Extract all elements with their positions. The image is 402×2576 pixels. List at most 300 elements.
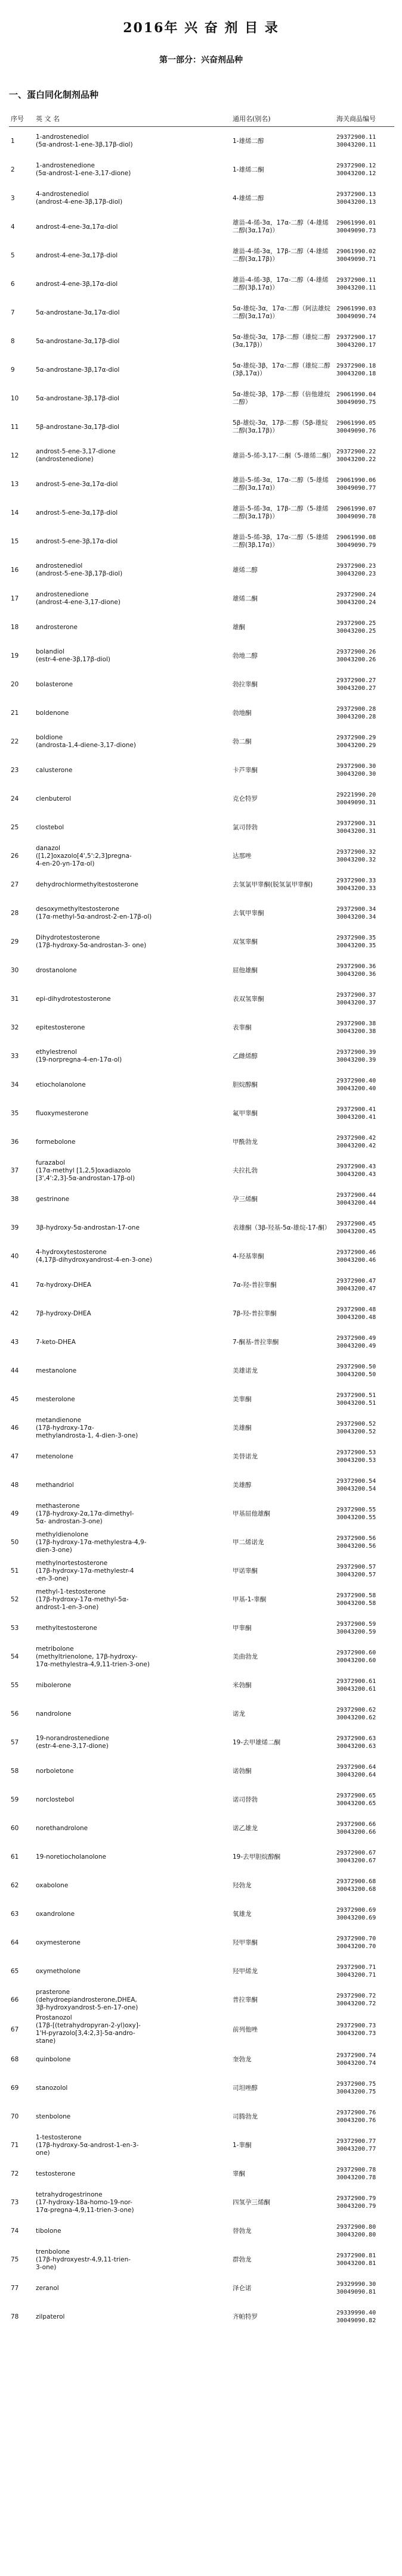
english-name-line: (5α-androst-1-ene-3β,17β-diol) bbox=[36, 141, 133, 148]
table-row bbox=[9, 1671, 394, 1700]
customs-code-line: 30049090.31 bbox=[336, 799, 376, 806]
chinese-name-cell: 5α-雄烷-3β，17β-二醇（倍他雄烷二醇） bbox=[233, 391, 330, 406]
english-name-cell bbox=[34, 470, 231, 499]
english-name-cell bbox=[34, 2188, 231, 2217]
english-name-line: 3β-hydroxy-5α-androstan-17-one bbox=[36, 1224, 140, 1231]
customs-code-line: 29372900.76 bbox=[336, 2110, 376, 2116]
table-row bbox=[9, 441, 394, 470]
customs-code-cell bbox=[335, 1071, 394, 1099]
chinese-name-cell: 米勃酮 bbox=[233, 1681, 252, 1689]
row-number: 56 bbox=[11, 1710, 19, 1718]
english-name-cell bbox=[34, 1785, 231, 1814]
row-number: 69 bbox=[11, 2084, 19, 2092]
customs-code-line: 30043200.67 bbox=[336, 1858, 376, 1864]
english-name-line: 17α-methylestra-4,9,11-trien-3-one) bbox=[36, 1660, 150, 1668]
customs-code-cell bbox=[335, 2074, 394, 2102]
customs-code-cell bbox=[335, 613, 394, 642]
row-number: 60 bbox=[11, 1824, 19, 1832]
customs-code-line: 30043200.44 bbox=[336, 1200, 376, 1206]
customs-code-cell bbox=[335, 928, 394, 956]
customs-code-line: 30043200.61 bbox=[336, 1686, 376, 1693]
table-row bbox=[9, 642, 394, 670]
english-name-line: oxymetholone bbox=[36, 1967, 81, 1975]
chinese-name-cell: 5α-雄烷-3α，17β-二醇（雄烷二醇(3α,17β)） bbox=[233, 334, 330, 349]
chinese-name-cell: 克仑特罗 bbox=[233, 795, 258, 802]
customs-code-cell bbox=[335, 1957, 394, 1986]
customs-code-line: 29372900.60 bbox=[336, 1650, 376, 1656]
table-row bbox=[9, 2074, 394, 2102]
row-number: 7 bbox=[11, 309, 15, 316]
customs-code-line: 30043200.22 bbox=[336, 456, 376, 463]
customs-code-cell bbox=[335, 2160, 394, 2188]
table-row bbox=[9, 499, 394, 527]
customs-code-line: 29372900.55 bbox=[336, 1507, 376, 1513]
header-customs-code: 海关商品编号 bbox=[335, 112, 394, 127]
english-name-cell bbox=[34, 527, 231, 556]
table-row bbox=[9, 184, 394, 213]
row-number: 5 bbox=[11, 251, 15, 259]
customs-code-line: 30043200.60 bbox=[336, 1657, 376, 1664]
english-name-cell bbox=[34, 928, 231, 956]
table-row bbox=[9, 1185, 394, 1214]
english-name-cell bbox=[34, 1557, 231, 1585]
table-row bbox=[9, 1414, 394, 1442]
table-row bbox=[9, 842, 394, 870]
row-number: 27 bbox=[11, 881, 19, 888]
row-number: 63 bbox=[11, 1910, 19, 1918]
customs-code-cell bbox=[335, 1471, 394, 1499]
english-name-cell bbox=[34, 1185, 231, 1214]
customs-code-line: 30049090.75 bbox=[336, 399, 376, 406]
row-number: 55 bbox=[11, 1681, 19, 1689]
customs-code-line: 29372900.53 bbox=[336, 1449, 376, 1456]
customs-code-line: 29372900.34 bbox=[336, 906, 376, 913]
chinese-name-cell: 甲基-1-睾酮 bbox=[233, 1595, 267, 1603]
row-number: 3 bbox=[11, 194, 15, 202]
table-row bbox=[9, 1299, 394, 1328]
english-name-line: 5α-androstane-3α,17β-diol bbox=[36, 337, 120, 345]
chinese-name-cell: 雄甾-5-烯-3β，17α-二醇（5-雄烯二醇(3β,17α)） bbox=[233, 534, 329, 549]
customs-code-line: 29372900.38 bbox=[336, 1021, 376, 1027]
english-name-line: methylnortestosterone bbox=[36, 1559, 108, 1567]
english-name-cell bbox=[34, 1271, 231, 1299]
english-name-line: (17β-hydroxy-17α-methylestr-4 bbox=[36, 1567, 134, 1575]
customs-code-cell bbox=[335, 1099, 394, 1128]
chinese-name-cell: 诺乙雄龙 bbox=[233, 1824, 258, 1832]
customs-code-line: 30043200.54 bbox=[336, 1486, 376, 1492]
customs-code-line: 29372900.57 bbox=[336, 1564, 376, 1570]
english-name-line: (estr-4-ene-3,17-dione) bbox=[36, 1743, 109, 1750]
customs-code-cell bbox=[335, 670, 394, 699]
customs-code-cell bbox=[335, 2245, 394, 2274]
row-number: 34 bbox=[11, 1081, 19, 1088]
english-name-line: androstenedione bbox=[36, 591, 89, 598]
row-number: 39 bbox=[11, 1224, 19, 1231]
customs-code-line: 29372900.70 bbox=[336, 1936, 376, 1942]
customs-code-line: 30043200.71 bbox=[336, 1972, 376, 1978]
english-name-cell bbox=[34, 2303, 231, 2331]
row-number: 62 bbox=[11, 1881, 19, 1889]
customs-code-cell bbox=[335, 1900, 394, 1928]
customs-code-line: 30043200.68 bbox=[336, 1886, 376, 1893]
english-name-cell bbox=[34, 756, 231, 785]
row-number: 36 bbox=[11, 1138, 19, 1146]
customs-code-cell bbox=[335, 1785, 394, 1814]
part-subtitle: 第一部分：兴奋剂品种 bbox=[159, 55, 243, 65]
english-name-line: (17β-hydroxy-2α,17α-dimethyl- bbox=[36, 1510, 134, 1517]
english-name-cell bbox=[34, 1843, 231, 1871]
english-name-line: testosterone bbox=[36, 2170, 76, 2177]
customs-code-line: 30043200.51 bbox=[336, 1400, 376, 1407]
customs-code-line: 29372900.43 bbox=[336, 1163, 376, 1170]
chinese-name-cell: 前列他唑 bbox=[233, 2026, 258, 2033]
table-row bbox=[9, 899, 394, 928]
english-name-line: methyldienolone bbox=[36, 1530, 89, 1538]
customs-code-cell bbox=[335, 1671, 394, 1700]
customs-code-line: 30043200.29 bbox=[336, 742, 376, 749]
customs-code-line: 30043200.41 bbox=[336, 1114, 376, 1121]
customs-code-line: 29372900.45 bbox=[336, 1221, 376, 1227]
row-number: 46 bbox=[11, 1424, 19, 1432]
table-row bbox=[9, 727, 394, 756]
customs-code-line: 30043200.11 bbox=[336, 285, 376, 291]
customs-code-line: 30043200.18 bbox=[336, 371, 376, 377]
english-name-line: (4,17β-dihydroxyandrost-4-en-3-one) bbox=[36, 1256, 153, 1264]
english-name-line: oxandrolone bbox=[36, 1910, 75, 1918]
customs-code-line: 29372900.52 bbox=[336, 1421, 376, 1427]
table-row bbox=[9, 813, 394, 842]
customs-code-line: 29372900.65 bbox=[336, 1793, 376, 1799]
table-row bbox=[9, 1071, 394, 1099]
english-name-line: dehydrochlormethyltestosterone bbox=[36, 881, 138, 888]
customs-code-line: 30043200.56 bbox=[336, 1543, 376, 1550]
customs-code-line: 30049090.76 bbox=[336, 428, 376, 434]
customs-code-cell bbox=[335, 1156, 394, 1185]
customs-code-cell bbox=[335, 1614, 394, 1642]
english-name-line: (19-norpregna-4-en-17α-ol) bbox=[36, 1056, 122, 1063]
english-name-line: epitestosterone bbox=[36, 1023, 85, 1031]
chinese-name-cell: 5β-雄烷-3α，17β-二醇（5β-雄烷二醇(3α,17β)） bbox=[233, 419, 328, 434]
customs-code-line: 30043200.43 bbox=[336, 1171, 376, 1178]
customs-code-line: 30043200.66 bbox=[336, 1829, 376, 1835]
customs-code-line: 29061990.06 bbox=[336, 477, 376, 484]
customs-code-line: 29372900.73 bbox=[336, 2023, 376, 2029]
chinese-name-cell: 普拉睾酮 bbox=[233, 1996, 258, 2003]
customs-code-line: 29061990.08 bbox=[336, 534, 376, 541]
chinese-name-cell: 卡芦睾酮 bbox=[233, 766, 258, 774]
customs-code-line: 30043200.45 bbox=[336, 1228, 376, 1235]
customs-code-line: 30043200.39 bbox=[336, 1057, 376, 1063]
customs-code-line: 30043200.28 bbox=[336, 714, 376, 720]
customs-code-line: 30043200.65 bbox=[336, 1800, 376, 1807]
row-number: 16 bbox=[11, 566, 19, 574]
customs-code-cell bbox=[335, 1528, 394, 1557]
chinese-name-cell: 孕三烯酮 bbox=[233, 1195, 258, 1203]
english-name-cell bbox=[34, 1585, 231, 1614]
row-number: 11 bbox=[11, 423, 19, 431]
customs-code-cell bbox=[335, 727, 394, 756]
english-name-line: androst-5-ene-3α,17α-diol bbox=[36, 480, 118, 488]
customs-code-cell bbox=[335, 1299, 394, 1328]
row-number: 78 bbox=[11, 2313, 19, 2320]
table-row bbox=[9, 270, 394, 298]
english-name-line: trenbolone bbox=[36, 2248, 70, 2255]
chinese-name-cell: 美曲勃龙 bbox=[233, 1653, 258, 1660]
row-number: 40 bbox=[11, 1252, 19, 1260]
table-row bbox=[9, 2014, 394, 2045]
customs-code-line: 29372900.67 bbox=[336, 1850, 376, 1856]
row-number: 32 bbox=[11, 1023, 19, 1031]
english-name-line: mibolerone bbox=[36, 1681, 72, 1689]
customs-code-line: 29372900.33 bbox=[336, 878, 376, 884]
chinese-name-cell: 齐帕特罗 bbox=[233, 2313, 258, 2320]
customs-code-line: 30049090.78 bbox=[336, 514, 376, 520]
english-name-line: drostanolone bbox=[36, 966, 77, 974]
header-chinese-name: 通用名(别名) bbox=[231, 112, 335, 127]
english-name-cell bbox=[34, 1614, 231, 1642]
table-row bbox=[9, 1700, 394, 1728]
customs-code-line: 29372900.46 bbox=[336, 1249, 376, 1256]
english-name-line: 1-androstenediol bbox=[36, 133, 89, 141]
customs-code-cell bbox=[335, 1414, 394, 1442]
row-number: 64 bbox=[11, 1939, 19, 1946]
customs-code-cell bbox=[335, 127, 394, 156]
row-number: 1 bbox=[11, 137, 15, 145]
customs-code-line: 29372900.44 bbox=[336, 1192, 376, 1199]
chinese-name-cell: 甲基屈他雄酮 bbox=[233, 1510, 270, 1517]
row-number: 13 bbox=[11, 480, 19, 488]
english-name-line: (17β-hydroxyestr-4,9,11-trien- bbox=[36, 2255, 131, 2263]
table-row bbox=[9, 2102, 394, 2131]
row-number: 45 bbox=[11, 1395, 19, 1403]
customs-code-line: 29372900.71 bbox=[336, 1964, 376, 1971]
customs-code-line: 29372900.54 bbox=[336, 1478, 376, 1485]
row-number: 25 bbox=[11, 823, 19, 831]
english-name-line: prasterone bbox=[36, 1988, 70, 1996]
row-number: 14 bbox=[11, 509, 19, 517]
customs-code-cell bbox=[335, 1271, 394, 1299]
customs-code-line: 30043200.76 bbox=[336, 2117, 376, 2124]
customs-code-cell bbox=[335, 1214, 394, 1242]
chinese-name-cell: 甲睾酮 bbox=[233, 1624, 252, 1632]
english-name-line: calusterone bbox=[36, 766, 73, 774]
customs-code-cell bbox=[335, 241, 394, 270]
chinese-name-cell: 美雄酮 bbox=[233, 1424, 252, 1432]
customs-code-line: 30043200.26 bbox=[336, 657, 376, 663]
english-name-line: mesterolone bbox=[36, 1395, 75, 1403]
table-row bbox=[9, 327, 394, 356]
row-number: 15 bbox=[11, 537, 19, 545]
customs-code-line: 29372900.64 bbox=[336, 1764, 376, 1771]
row-number: 35 bbox=[11, 1109, 19, 1117]
english-name-line: androst-4-ene-3α,17α-diol bbox=[36, 223, 118, 231]
row-number: 2 bbox=[11, 166, 15, 173]
english-name-line: androst-1-en-3-one) bbox=[36, 1603, 99, 1611]
english-name-cell bbox=[34, 184, 231, 213]
english-name-line: etiocholanolone bbox=[36, 1081, 86, 1088]
english-name-line: norboletone bbox=[36, 1767, 74, 1775]
customs-code-line: 29372900.79 bbox=[336, 2195, 376, 2202]
row-number: 67 bbox=[11, 2026, 19, 2033]
chinese-name-cell: 雄甾-5-烯-3,17-二酮（5-雄烯二酮） bbox=[233, 452, 335, 459]
customs-code-line: 29372900.48 bbox=[336, 1306, 376, 1313]
english-name-line: (17β-hydroxy-5α-androst-1-en-3- bbox=[36, 2141, 139, 2149]
customs-code-line: 29372900.29 bbox=[336, 735, 376, 741]
customs-code-line: 30043200.73 bbox=[336, 2030, 376, 2037]
table-row bbox=[9, 584, 394, 613]
customs-code-cell bbox=[335, 1442, 394, 1471]
customs-code-cell bbox=[335, 527, 394, 556]
customs-code-line: 30049090.73 bbox=[336, 228, 376, 234]
english-name-line: 3β-hydroxyandrost-5-en-17-one) bbox=[36, 2003, 138, 2011]
customs-code-line: 30043200.55 bbox=[336, 1514, 376, 1521]
english-name-cell bbox=[34, 1928, 231, 1957]
chinese-name-cell: 4-雄烯二醇 bbox=[233, 194, 264, 202]
customs-code-line: 29339990.40 bbox=[336, 2310, 376, 2316]
customs-code-cell bbox=[335, 899, 394, 928]
table-row bbox=[9, 1557, 394, 1585]
english-name-line: 19-noretiocholanolone bbox=[36, 1853, 106, 1861]
customs-code-line: 29372900.61 bbox=[336, 1678, 376, 1685]
table-row bbox=[9, 928, 394, 956]
customs-code-line: 29372900.26 bbox=[336, 649, 376, 655]
customs-code-line: 29372900.12 bbox=[336, 163, 376, 169]
english-name-cell bbox=[34, 985, 231, 1013]
english-name-cell bbox=[34, 2245, 231, 2274]
english-name-cell bbox=[34, 356, 231, 384]
row-number: 37 bbox=[11, 1166, 19, 1174]
english-name-cell bbox=[34, 1242, 231, 1271]
english-name-cell bbox=[34, 413, 231, 441]
customs-code-cell bbox=[335, 842, 394, 870]
english-name-cell bbox=[34, 241, 231, 270]
row-number: 26 bbox=[11, 852, 19, 860]
customs-code-cell bbox=[335, 2131, 394, 2160]
chinese-name-cell: 甲酰勃龙 bbox=[233, 1138, 258, 1146]
customs-code-line: 29372900.50 bbox=[336, 1364, 376, 1370]
table-row bbox=[9, 670, 394, 699]
customs-code-line: 29372900.62 bbox=[336, 1707, 376, 1713]
customs-code-line: 30043200.50 bbox=[336, 1371, 376, 1378]
customs-code-cell bbox=[335, 2102, 394, 2131]
customs-code-line: 29372900.58 bbox=[336, 1592, 376, 1599]
english-name-line: androst-4-ene-3α,17β-diol bbox=[36, 251, 118, 259]
english-name-line: 5α-androstane-3α,17α-diol bbox=[36, 309, 120, 316]
customs-code-line: 30043200.72 bbox=[336, 2001, 376, 2007]
customs-code-line: 29372900.69 bbox=[336, 1907, 376, 1914]
customs-code-line: 29372900.13 bbox=[336, 191, 376, 198]
row-number: 71 bbox=[11, 2141, 19, 2149]
english-name-line: desoxymethyltestosterone bbox=[36, 906, 119, 913]
english-name-cell bbox=[34, 1128, 231, 1156]
row-number: 61 bbox=[11, 1853, 19, 1861]
customs-code-cell bbox=[335, 384, 394, 413]
table-row bbox=[9, 1814, 394, 1843]
customs-code-line: 29372900.39 bbox=[336, 1049, 376, 1056]
table-row bbox=[9, 1986, 394, 2014]
english-name-cell bbox=[34, 584, 231, 613]
chinese-name-cell: 司腾勃龙 bbox=[233, 2113, 258, 2120]
english-name-cell bbox=[34, 1671, 231, 1700]
customs-code-line: 30049090.71 bbox=[336, 256, 376, 263]
english-name-cell bbox=[34, 1499, 231, 1528]
english-name-line: bolandiol bbox=[36, 648, 65, 655]
row-number: 33 bbox=[11, 1052, 19, 1060]
table-row bbox=[9, 384, 394, 413]
english-name-cell bbox=[34, 1414, 231, 1442]
chinese-name-cell: 氟甲睾酮 bbox=[233, 1109, 258, 1117]
row-number: 21 bbox=[11, 709, 19, 717]
customs-code-line: 30043200.48 bbox=[336, 1314, 376, 1321]
english-name-line: 7β-hydroxy-DHEA bbox=[36, 1309, 91, 1317]
customs-code-line: 29372900.28 bbox=[336, 706, 376, 713]
customs-code-cell bbox=[335, 155, 394, 184]
chinese-name-cell: 勃地酮 bbox=[233, 709, 252, 717]
customs-code-line: 29372900.22 bbox=[336, 449, 376, 455]
chinese-name-cell: 5α-雄烷-3α，17α-二醇（阿法雄烷二醇(3α,17α)） bbox=[233, 305, 330, 320]
customs-code-line: 30043200.75 bbox=[336, 2089, 376, 2095]
english-name-line: (17β-hydroxy-17α- bbox=[36, 1424, 94, 1432]
chinese-name-cell: 7α-羟-普拉睾酮 bbox=[233, 1281, 277, 1289]
row-number: 8 bbox=[11, 337, 15, 345]
row-number: 58 bbox=[11, 1767, 19, 1775]
row-number: 54 bbox=[11, 1653, 19, 1660]
customs-code-line: 30043200.12 bbox=[336, 170, 376, 177]
row-number: 12 bbox=[11, 452, 19, 459]
english-name-line: -en-3-one) bbox=[36, 1575, 69, 1582]
english-name-line: androsterone bbox=[36, 623, 78, 631]
english-name-cell bbox=[34, 1986, 231, 2014]
chinese-name-cell: 美雄醇 bbox=[233, 1481, 252, 1489]
table-row bbox=[9, 1957, 394, 1986]
row-number: 20 bbox=[11, 680, 19, 688]
row-number: 47 bbox=[11, 1452, 19, 1460]
english-name-cell bbox=[34, 441, 231, 470]
english-name-line: (17β-hydroxy-17α-methyl-5α- bbox=[36, 1595, 129, 1603]
chinese-name-cell: 诺龙 bbox=[233, 1710, 245, 1718]
row-number: 24 bbox=[11, 795, 19, 802]
customs-code-line: 30043200.37 bbox=[336, 1000, 376, 1006]
table-row bbox=[9, 2274, 394, 2303]
english-name-line: (androst-4-ene-3,17-dione) bbox=[36, 599, 120, 606]
row-number: 42 bbox=[11, 1309, 19, 1317]
customs-code-line: 30043200.40 bbox=[336, 1085, 376, 1092]
customs-code-line: 30043200.64 bbox=[336, 1772, 376, 1778]
table-row bbox=[9, 1585, 394, 1614]
customs-code-line: 30043200.63 bbox=[336, 1743, 376, 1750]
row-number: 43 bbox=[11, 1338, 19, 1346]
english-name-line: methyltestosterone bbox=[36, 1624, 97, 1632]
english-name-cell bbox=[34, 1156, 231, 1185]
customs-code-line: 29372900.36 bbox=[336, 963, 376, 970]
row-number: 74 bbox=[11, 2227, 19, 2235]
english-name-line: 1'H-pyrazolo[3,4:2,3]-5α-andro- bbox=[36, 2030, 135, 2037]
row-number: 75 bbox=[11, 2255, 19, 2263]
english-name-cell bbox=[34, 613, 231, 642]
chinese-name-cell: 1-雄烯二酮 bbox=[233, 166, 264, 173]
english-name-line: tibolone bbox=[36, 2227, 61, 2235]
customs-code-line: 30043200.27 bbox=[336, 685, 376, 692]
customs-code-line: 30043200.74 bbox=[336, 2060, 376, 2067]
english-name-cell bbox=[34, 2131, 231, 2160]
english-name-cell bbox=[34, 213, 231, 241]
row-number: 70 bbox=[11, 2113, 19, 2120]
customs-code-line: 29372900.68 bbox=[336, 1878, 376, 1885]
row-number: 68 bbox=[11, 2055, 19, 2063]
section-heading: 一、蛋白同化制剂品种 bbox=[9, 89, 99, 100]
row-number: 6 bbox=[11, 280, 15, 288]
customs-code-cell bbox=[335, 1499, 394, 1528]
